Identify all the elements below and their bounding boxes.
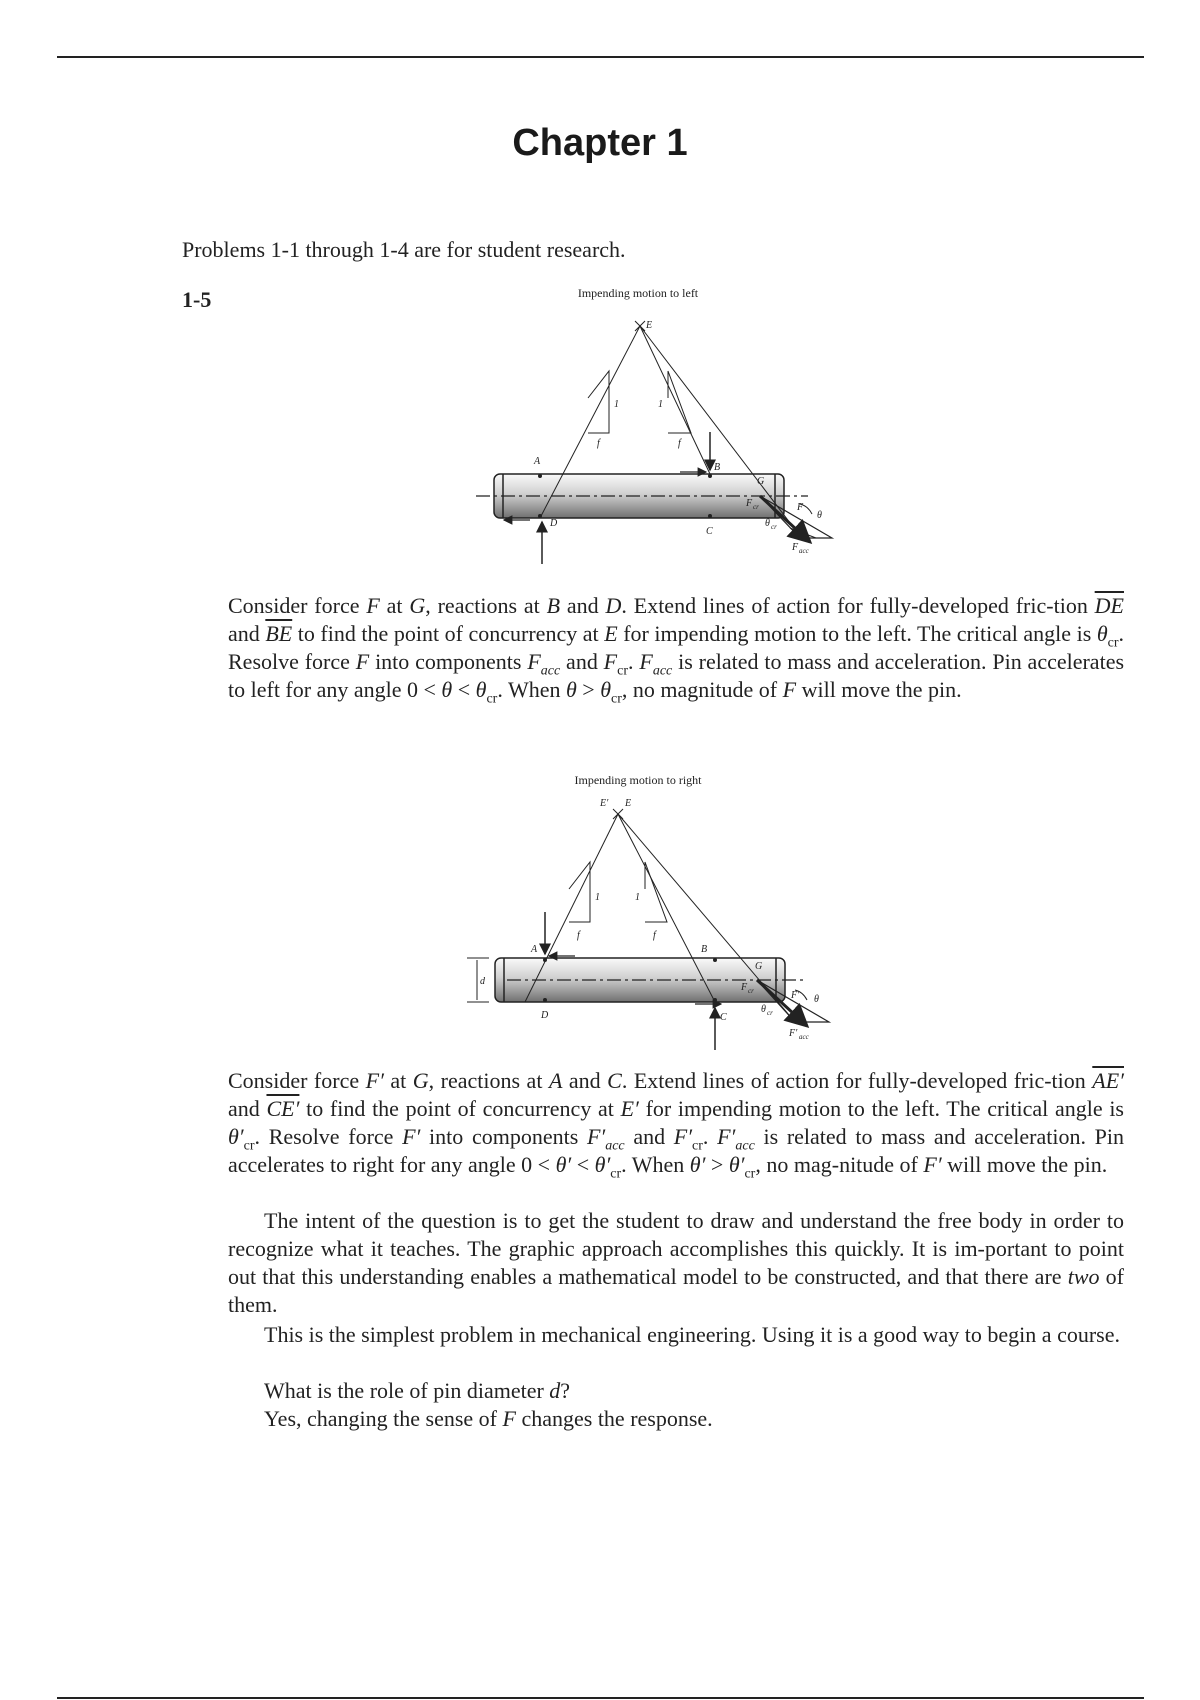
label-Fcr: F <box>746 498 753 509</box>
label-Fcr: F <box>741 982 748 993</box>
paragraph-2: Consider force F′ at G, reactions at A and C. Extend lines of action for fully-developed fric-tion AE′ and CE′ to find the point of concurrency at E′ for impending motion to the left. The critical angle is $\theta'_{cr}$. Resolve force F′ into components $F'_{acc}$ and $F'_{cr}$. $F'_{acc}$ is related to mass and acceleration. Pin accelerates to right for any angle $0 < \theta' < \theta'_{cr}$. When $\theta' > \theta'_{cr}$, no mag-nitude of F′ will move the pin. <box>228 1068 1125 1182</box>
bottom-rule <box>57 1697 1144 1699</box>
label-one-left: 1 <box>595 892 600 903</box>
figure-impending-motion-left <box>470 286 850 566</box>
label-C: C <box>720 1012 727 1023</box>
problem-number: 1-5 <box>182 287 212 312</box>
line-BE <box>640 326 710 474</box>
label-E-prime: E′ <box>600 798 609 809</box>
figure-impending-motion-right <box>455 772 845 1052</box>
label-Fcr-sub: cr <box>748 987 754 995</box>
intro-text: Problems 1-1 through 1-4 are for student research. <box>182 237 626 262</box>
paragraph-4: This is the simplest problem in mechanical engineering. Using it is a good way to begin a course. <box>264 1322 1120 1347</box>
label-E: E <box>625 798 632 809</box>
label-F: F <box>797 502 804 513</box>
top-rule <box>57 56 1144 58</box>
label-Facc: F <box>792 542 799 553</box>
label-D: D <box>541 1010 549 1021</box>
label-f-left: f <box>577 930 580 941</box>
label-theta-cr: θ <box>761 1004 766 1015</box>
label-theta: θ <box>814 994 819 1005</box>
label-Fcr-sub: cr <box>753 503 759 511</box>
label-f-right: f <box>678 438 681 449</box>
label-A: A <box>534 456 541 467</box>
paragraph-6: Yes, changing the sense of F changes the response. <box>264 1406 713 1431</box>
label-E: E <box>646 320 653 331</box>
label-C: C <box>706 526 713 537</box>
label-G: G <box>757 476 765 487</box>
paragraph-5: What is the role of pin diameter d? <box>264 1378 571 1403</box>
label-B: B <box>714 462 721 473</box>
paragraph-1: Consider force F at G, reactions at B and D. Extend lines of action for fully-developed fric-tion $\overline{DE}$ and $\overline{BE}$ to find the point of concurrency at E for impending motion to the left. The critical angle is $\theta_{cr}$. Resolve force F into components $F_{acc}$ and $F_{cr}$. $F_{acc}$ is related to mass and acceleration. Pin accelerates to left for any angle $0 < \theta < \theta_{cr}$. When $\theta > \theta_{cr}$, no magnitude of F will move the pin. <box>228 593 1125 707</box>
paragraph-3: The intent of the question is to get the student to draw and understand the free body in order to recognize what it teaches. The graphic approach accomplishes this quickly. It is im-portant to point out that this understanding enables a mathematical model to be constructed, and that there are two of them. <box>228 1208 1124 1317</box>
label-theta-cr: θ <box>765 518 770 529</box>
figure2-caption: Impending motion to right <box>574 773 702 787</box>
label-one-left: 1 <box>614 399 619 410</box>
label-Facc-sub: acc <box>799 1033 809 1041</box>
figure1-caption: Impending motion to left <box>577 286 699 300</box>
label-one-right: 1 <box>658 399 663 410</box>
label-Facc: F′ <box>789 1028 798 1039</box>
label-theta-cr-sub: cr <box>767 1009 773 1017</box>
label-f-left: f <box>597 438 600 449</box>
label-A: A <box>531 944 538 955</box>
label-d: d <box>480 976 485 987</box>
label-D: D <box>550 518 558 529</box>
label-F-prime: F′ <box>791 990 800 1001</box>
label-B: B <box>701 944 708 955</box>
label-theta-cr-sub: cr <box>771 523 777 531</box>
label-f-right: f <box>653 930 656 941</box>
label-Facc-sub: acc <box>799 547 809 555</box>
label-theta: θ <box>817 510 822 521</box>
chapter-title: Chapter 1 <box>512 122 688 164</box>
label-one-right: 1 <box>635 892 640 903</box>
label-G: G <box>755 961 763 972</box>
